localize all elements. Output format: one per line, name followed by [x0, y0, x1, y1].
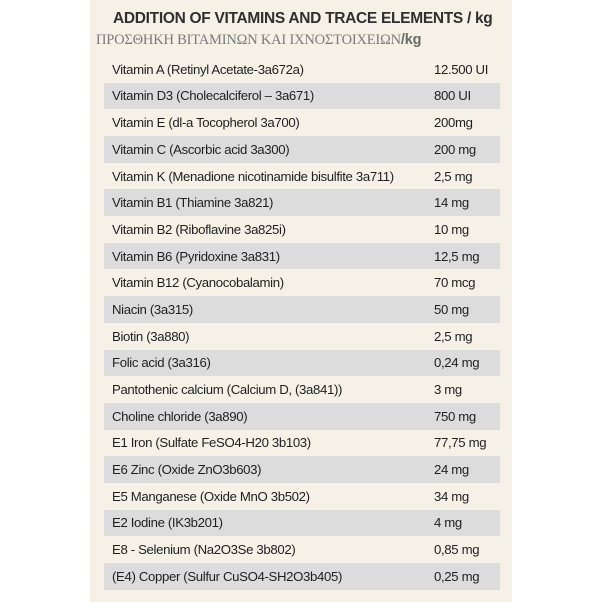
ingredient-name: Choline chloride (3a890): [112, 408, 248, 424]
ingredient-name: Vitamin C (Ascorbic acid 3a300): [112, 141, 290, 157]
ingredient-amount: 200 mg: [434, 141, 476, 157]
ingredient-name: (E4) Copper (Sulfur CuSO4-SH2O3b405): [112, 568, 343, 584]
ingredient-amount: 34 mg: [434, 488, 469, 504]
ingredient-amount: 2,5 mg: [434, 168, 473, 184]
ingredient-amount: 0,85 mg: [434, 542, 480, 558]
ingredient-name: E8 - Selenium (Na2O3Se 3b802): [112, 542, 296, 558]
ingredient-amount: 77,75 mg: [434, 435, 487, 451]
ingredient-name: Vitamin K (Menadione nicotinamide bisulfite 3a711): [112, 168, 394, 184]
ingredient-name: Vitamin B2 (Riboflavine 3a825i): [112, 221, 286, 237]
table-row: [104, 430, 500, 457]
ingredient-amount: 0,24 mg: [434, 355, 480, 371]
ingredient-name: Vitamin B6 (Pyridoxine 3a831): [112, 248, 280, 264]
table-row: [104, 189, 500, 216]
table-row: [104, 403, 500, 430]
table-row: [104, 83, 500, 110]
table-row: [104, 483, 500, 510]
ingredient-name: Vitamin E (dl-a Tocopherol 3a700): [112, 115, 300, 131]
ingredient-amount: 70 mcg: [434, 275, 476, 291]
table-row: [104, 56, 500, 83]
table-row: [104, 109, 500, 136]
ingredient-name: Vitamin D3 (Cholecalciferol – 3a671): [112, 88, 314, 104]
table-row: [104, 243, 500, 270]
ingredient-amount: 800 UI: [434, 88, 471, 104]
table-row: [104, 296, 500, 323]
ingredient-name: E5 Manganese (Oxide MnO 3b502): [112, 488, 310, 504]
ingredient-name: Pantothenic calcium (Calcium D, (3a841)): [112, 382, 343, 398]
subtitle-unit: /kg: [400, 32, 422, 48]
page-subtitle: [96, 32, 516, 49]
table-row: [104, 216, 500, 243]
table-row: [104, 136, 500, 163]
ingredient-amount: 14 mg: [434, 195, 469, 211]
table-row: [104, 456, 500, 483]
ingredient-name: Niacin (3a315): [112, 301, 193, 317]
ingredient-amount: 12.500 UI: [434, 61, 489, 77]
subtitle-text: ΠΡΟΣΘΗΚΗ ΒΙΤΑΜΙΝΩΝ ΚΑΙ ΙΧΝΟΣΤΟΙΧΕΙΩΝ: [96, 32, 401, 48]
ingredient-name: Folic acid (3a316): [112, 355, 211, 371]
ingredient-name: Biotin (3a880): [112, 328, 190, 344]
table-row: [104, 563, 500, 590]
table-row: [104, 323, 500, 350]
ingredient-amount: 750 mg: [434, 408, 476, 424]
table-row: [104, 536, 500, 563]
title-text: ADDITION OF VITAMINS AND TRACE ELEMENTS: [113, 10, 463, 27]
ingredient-amount: 12,5 mg: [434, 248, 480, 264]
title-unit: / kg: [462, 10, 493, 27]
ingredient-name: E6 Zinc (Oxide ZnO3b603): [112, 462, 262, 478]
page-title: [113, 10, 513, 28]
table-row: [104, 376, 500, 403]
ingredient-amount: 200mg: [434, 115, 473, 131]
ingredient-amount: 10 mg: [434, 221, 469, 237]
ingredient-name: E2 Iodine (IK3b201): [112, 515, 223, 531]
ingredient-amount: 2,5 mg: [434, 328, 473, 344]
ingredient-amount: 24 mg: [434, 462, 469, 478]
table-row: [104, 163, 500, 190]
ingredient-name: Vitamin B12 (Cyanocobalamin): [112, 275, 284, 291]
table-row: [104, 270, 500, 297]
ingredient-amount: 3 mg: [434, 382, 462, 398]
ingredient-name: Vitamin B1 (Thiamine 3a821): [112, 195, 274, 211]
ingredient-amount: 50 mg: [434, 301, 469, 317]
ingredient-amount: 4 mg: [434, 515, 462, 531]
table-row: [104, 510, 500, 537]
ingredient-amount: 0,25 mg: [434, 568, 480, 584]
vitamin-table: [104, 56, 500, 590]
ingredient-name: E1 Iron (Sulfate FeSO4-H20 3b103): [112, 435, 311, 451]
ingredient-name: Vitamin A (Retinyl Acetate-3a672a): [112, 61, 304, 77]
table-row: [104, 350, 500, 377]
